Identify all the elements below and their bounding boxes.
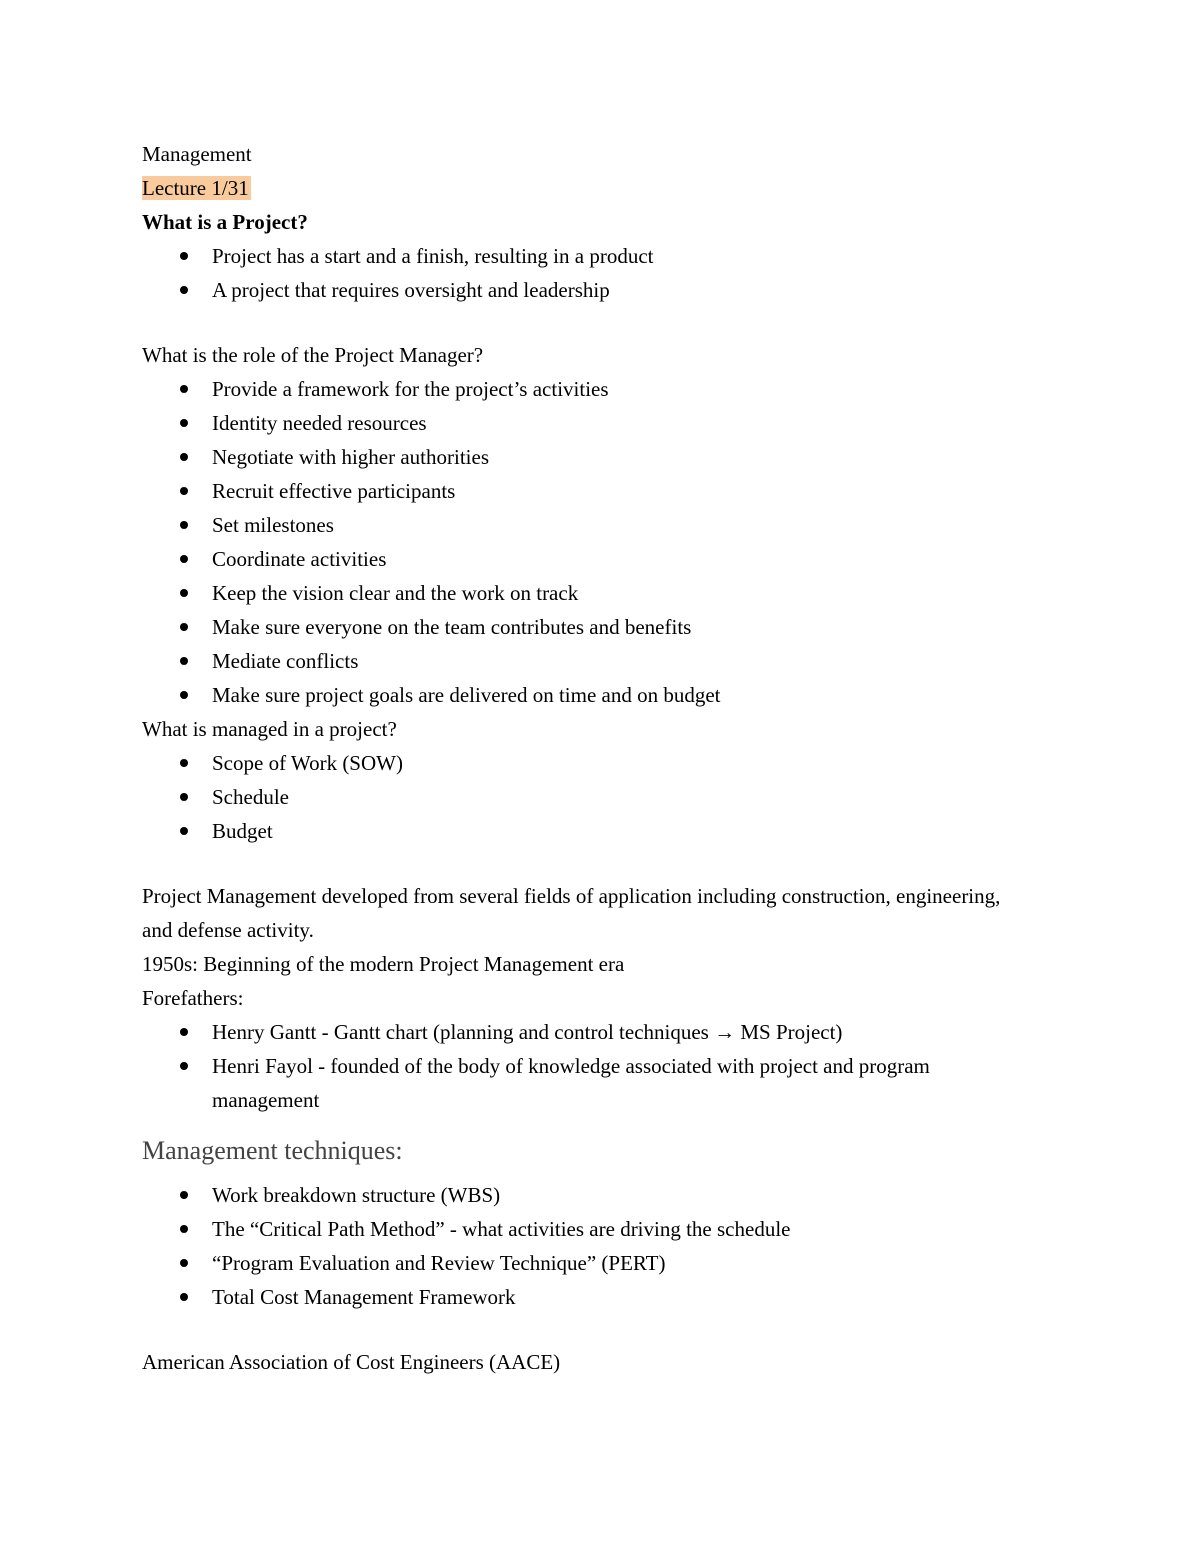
bullet-icon [180, 1062, 188, 1070]
list-item: Scope of Work (SOW) [212, 746, 1042, 780]
bullet-icon [180, 1259, 188, 1267]
list-item: Henry Gantt - Gantt chart (planning and control techniques → MS Project) [212, 1015, 1042, 1049]
footer-line: American Association of Cost Engineers (AACE) [142, 1350, 561, 1374]
bullet-icon [180, 827, 188, 835]
lecture-label-line [142, 171, 1042, 205]
history-paragraph: Project Management developed from several fields of application including construction, engineering, and defense activity. [142, 884, 1001, 942]
section3-heading: What is managed in a project? [142, 717, 397, 741]
spacer [142, 1314, 1042, 1345]
section2-heading: What is the role of the Project Manager? [142, 343, 484, 367]
bullet-icon [180, 1028, 188, 1036]
bullet-icon [180, 793, 188, 801]
bullet-icon [180, 385, 188, 393]
list-item: Total Cost Management Framework [212, 1280, 1042, 1314]
techniques-list [142, 1178, 1042, 1314]
bullet-icon [180, 1225, 188, 1233]
list-item: Schedule [212, 780, 1042, 814]
lecture-label: Lecture 1/31 [142, 176, 249, 200]
list-item: Make sure everyone on the team contributes and benefits [212, 610, 1042, 644]
spacer [142, 307, 1042, 338]
list-item: Make sure project goals are delivered on time and on budget [212, 678, 1042, 712]
list-item: Provide a framework for the project’s activities [212, 372, 1042, 406]
bullet-icon [180, 521, 188, 529]
bullet-icon [180, 657, 188, 665]
section1-heading: What is a Project? [142, 210, 308, 234]
bullet-icon [180, 623, 188, 631]
list-item: Negotiate with higher authorities [212, 440, 1042, 474]
bullet-icon [180, 453, 188, 461]
bullet-icon [180, 252, 188, 260]
spacer [142, 848, 1042, 879]
section1-list [142, 239, 1042, 307]
list-item: “Program Evaluation and Review Technique” (PERT) [212, 1246, 1042, 1280]
section2-list [142, 372, 1042, 712]
bullet-icon [180, 759, 188, 767]
history-era: 1950s: Beginning of the modern Project Management era [142, 952, 625, 976]
bullet-icon [180, 691, 188, 699]
list-item: Work breakdown structure (WBS) [212, 1178, 1042, 1212]
bullet-icon [180, 1191, 188, 1199]
bullet-icon [180, 1293, 188, 1301]
techniques-heading: Management techniques: [142, 1136, 403, 1165]
list-item: Set milestones [212, 508, 1042, 542]
list-item: Project has a start and a finish, resulting in a product [212, 239, 1042, 273]
list-item: The “Critical Path Method” - what activities are driving the schedule [212, 1212, 1042, 1246]
list-item: Henri Fayol - founded of the body of knowledge associated with project and program management [212, 1049, 1042, 1117]
bullet-icon [180, 419, 188, 427]
subject-title: Management [142, 142, 252, 166]
forefathers-list [142, 1015, 1042, 1117]
document-page [142, 137, 1042, 1379]
bullet-icon [180, 555, 188, 563]
list-item: Recruit effective participants [212, 474, 1042, 508]
bullet-icon [180, 286, 188, 294]
bullet-icon [180, 589, 188, 597]
list-item: A project that requires oversight and leadership [212, 273, 1042, 307]
list-item: Coordinate activities [212, 542, 1042, 576]
list-item: Budget [212, 814, 1042, 848]
section3-list [142, 746, 1042, 848]
list-item: Mediate conflicts [212, 644, 1042, 678]
list-item: Keep the vision clear and the work on track [212, 576, 1042, 610]
bullet-icon [180, 487, 188, 495]
list-item: Identity needed resources [212, 406, 1042, 440]
forefathers-label: Forefathers: [142, 986, 244, 1010]
